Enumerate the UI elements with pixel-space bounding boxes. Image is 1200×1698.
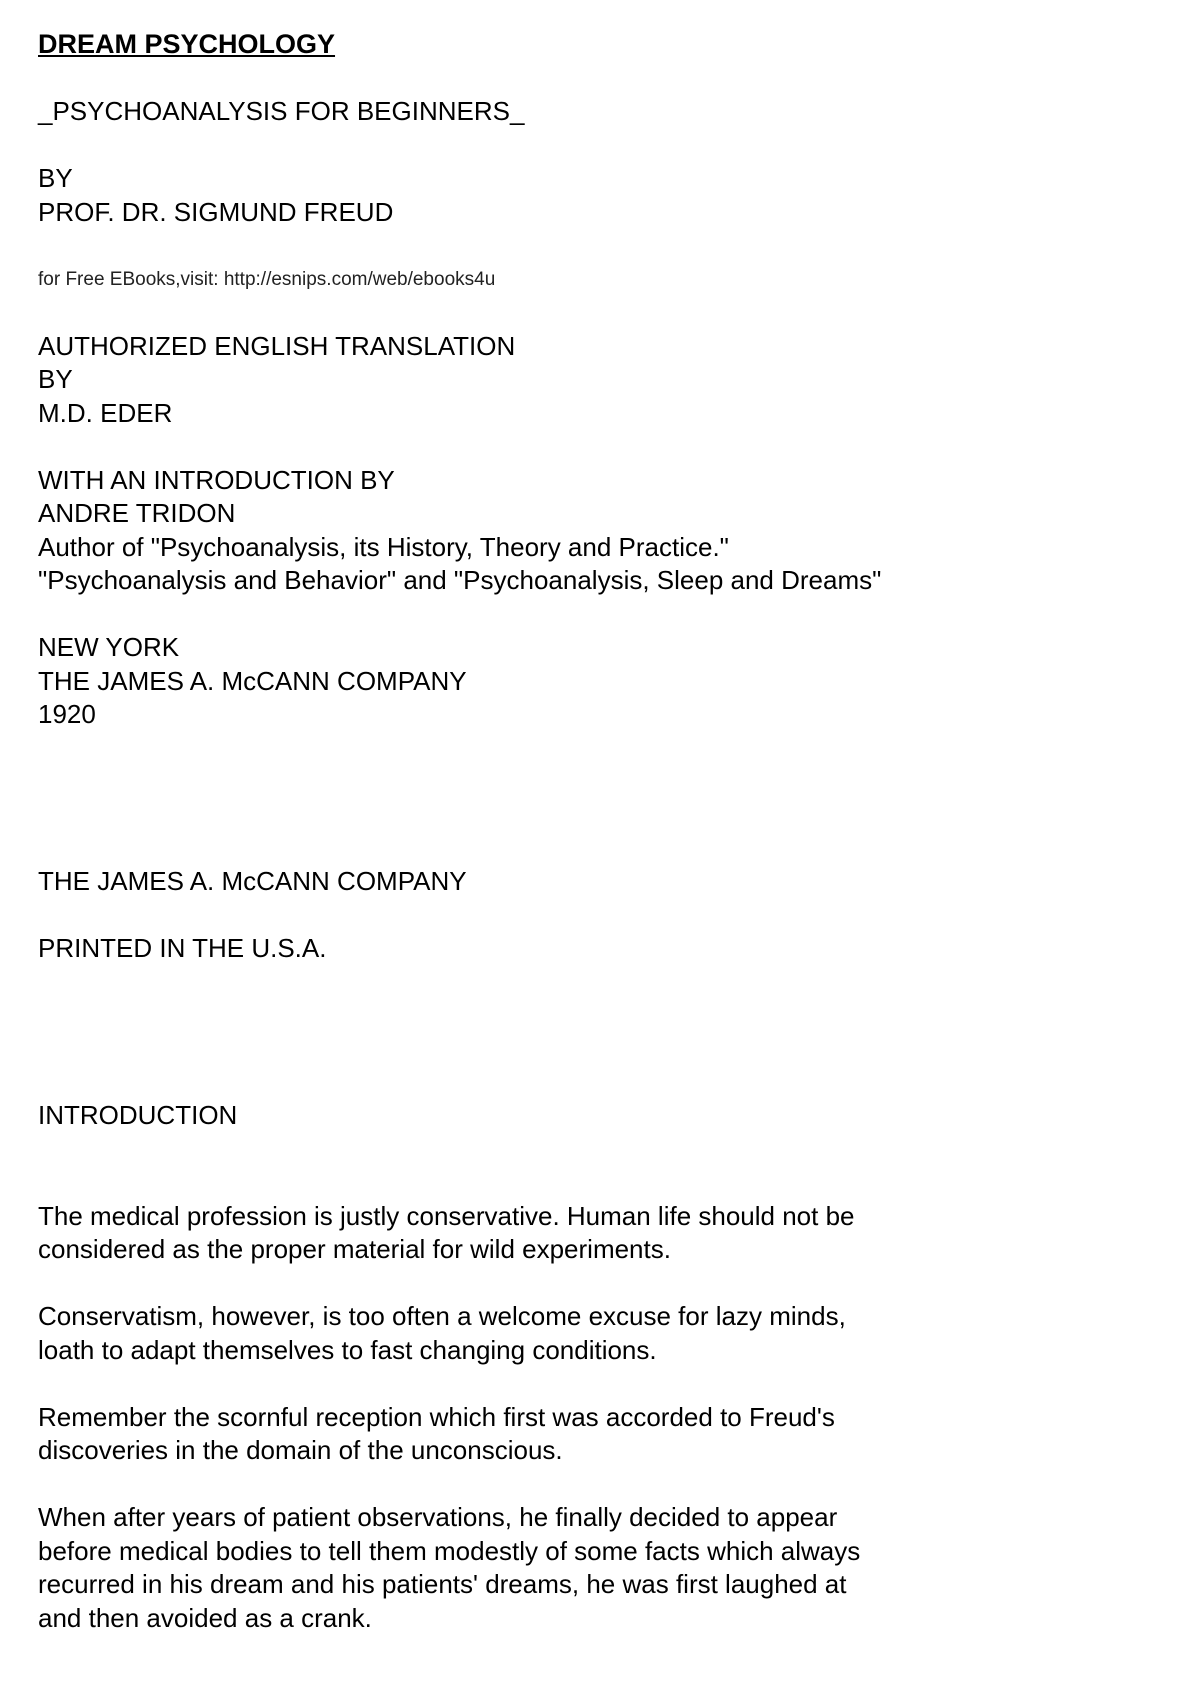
spacer xyxy=(38,62,1158,96)
paragraph-line: discoveries in the domain of the unconscious. xyxy=(38,1435,563,1465)
spacer xyxy=(38,430,1158,464)
introduction-by-line-1: WITH AN INTRODUCTION BY xyxy=(38,464,395,495)
spacer xyxy=(38,598,1158,632)
copyright-publisher: THE JAMES A. McCANN COMPANY xyxy=(38,866,467,896)
paragraph xyxy=(38,1300,1158,1367)
spacer xyxy=(38,1066,1158,1100)
book-subtitle: _PSYCHOANALYSIS FOR BEGINNERS_ xyxy=(38,96,525,126)
spacer xyxy=(38,1267,1158,1301)
publisher-city: NEW YORK xyxy=(38,632,180,662)
printed-notice: PRINTED IN THE U.S.A. xyxy=(38,933,327,963)
paragraph-line: and then avoided as a crank. xyxy=(38,1602,372,1633)
introducer-works-line-2: "Psychoanalysis and Behavior" and "Psychoanalysis, Sleep and Dreams" xyxy=(38,565,882,595)
paragraph-line: loath to adapt themselves to fast changing conditions. xyxy=(38,1334,657,1365)
spacer xyxy=(38,296,1158,330)
by-label: BY xyxy=(38,163,73,193)
translation-line-1: AUTHORIZED ENGLISH TRANSLATION xyxy=(38,330,516,361)
paragraph-line: Conservatism, however, is too often a welcome excuse for lazy minds, xyxy=(38,1301,846,1331)
book-title: DREAM PSYCHOLOGY xyxy=(38,29,336,59)
paragraph-line: Remember the scornful reception which first was accorded to Freud's xyxy=(38,1401,835,1432)
document-page xyxy=(38,28,1158,1635)
introduction-heading: INTRODUCTION xyxy=(38,1100,238,1130)
paragraph-line: considered as the proper material for wild experiments. xyxy=(38,1234,671,1264)
introducer-works-line-1: Author of "Psychoanalysis, its History, Theory and Practice." xyxy=(38,531,729,562)
introducer-name: ANDRE TRIDON xyxy=(38,498,236,528)
spacer xyxy=(38,832,1158,866)
translator-name: M.D. EDER xyxy=(38,397,173,428)
spacer xyxy=(38,1367,1158,1401)
paragraph-line: When after years of patient observations, he finally decided to appear xyxy=(38,1502,838,1532)
spacer xyxy=(38,899,1158,933)
paragraph xyxy=(38,1501,1158,1635)
spacer xyxy=(38,966,1158,1066)
paragraph-line: recurred in his dream and his patients' dreams, he was first laughed at xyxy=(38,1569,847,1599)
paragraph xyxy=(38,1401,1158,1468)
spacer xyxy=(38,229,1158,263)
publication-year: 1920 xyxy=(38,699,96,729)
paragraph-line: The medical profession is justly conservative. Human life should not be xyxy=(38,1200,855,1231)
paragraph xyxy=(38,1200,1158,1267)
spacer xyxy=(38,1133,1158,1200)
ebook-notice: for Free EBooks,visit: http://esnips.com/web/ebooks4u xyxy=(38,268,496,290)
spacer xyxy=(38,129,1158,163)
paragraph-line: before medical bodies to tell them modestly of some facts which always xyxy=(38,1535,861,1566)
author-name: PROF. DR. SIGMUND FREUD xyxy=(38,196,394,227)
spacer xyxy=(38,732,1158,832)
publisher-name: THE JAMES A. McCANN COMPANY xyxy=(38,665,467,696)
translation-line-2: BY xyxy=(38,364,73,394)
spacer xyxy=(38,1468,1158,1502)
